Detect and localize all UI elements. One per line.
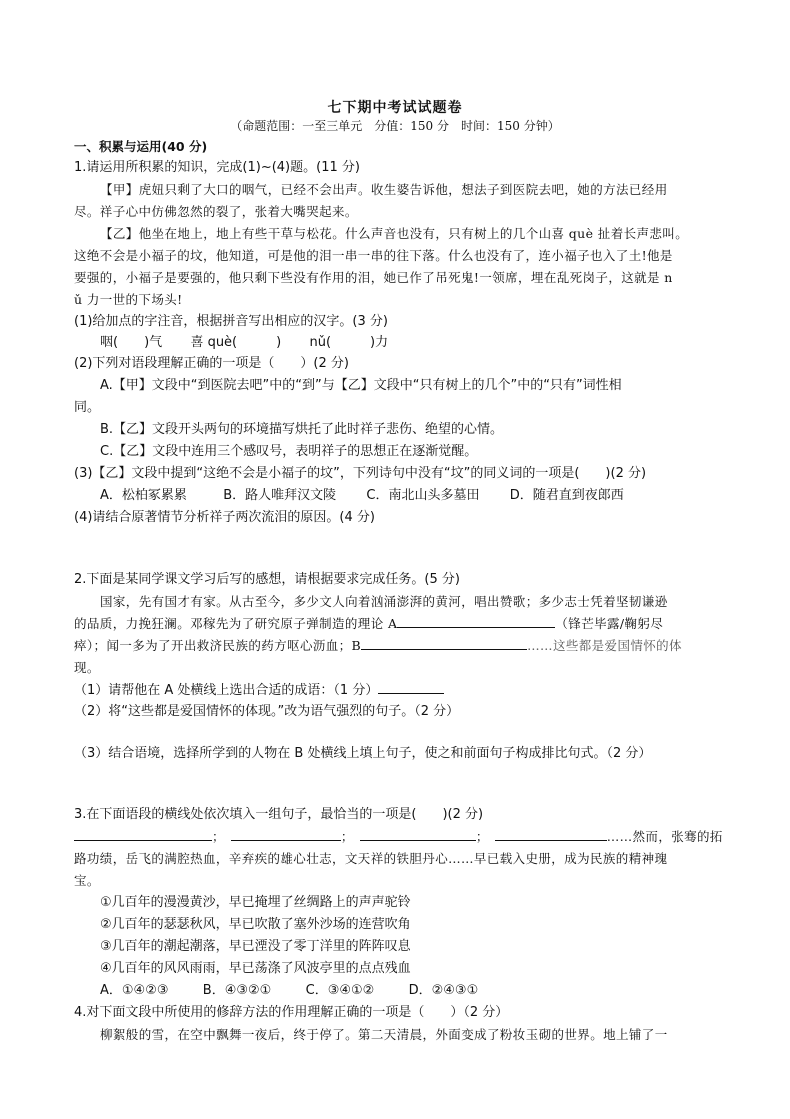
q1-sub2-option-c: C.【乙】文段中连用三个感叹号，表明祥子的思想正在逐渐觉醒。 [100,444,478,459]
q3-sentence: ①几百年的漫漫黄沙，早已掩埋了丝绸路上的声声驼铃 [100,895,411,910]
q3-sentence: ②几百年的瑟瑟秋风，早已吹散了塞外沙场的连营吹角 [100,917,411,932]
answer-blank[interactable] [231,828,341,841]
q1-passage-yi-line: 这绝不会是小福子的坟，他知道，可是他的泪一串一串的往下落。什么也没有了，连小福子也入了土!他是 [74,248,673,263]
q1-sub3-option-a: A．松柏冢累累 [100,488,187,503]
answer-blank[interactable] [495,828,607,841]
blank-a-line[interactable] [397,615,555,628]
q2-passage-line: 国家，先有国才有家。从古至今，多少文人向着汹涌澎湃的黄河，唱出赞歌；多少志士凭着坚韧谦逊 [100,594,668,609]
q1-sub2-option-a: A.【甲】文段中“到医院去吧”中的“到”与【乙】文段中“只有树上的几个”中的“只有”词性相 [100,378,622,393]
q3-stem: 3.在下面语段的横线处依次填入一组句子，最恰当的一项是( )(2 分) [74,807,484,822]
q4-passage-line: 柳絮般的雪，在空中飘舞一夜后，终于停了。第二天清晨，外面变成了粉妆玉砌的世界。地上铺了一 [100,1027,668,1042]
q2-passage-text: 的品质，力挽狂澜。邓稼先为了研究原子弹制造的理论 A [74,616,398,631]
q4-stem: 4.对下面文段中所使用的修辞方法的作用理解正确的一项是（ ）（2 分） [74,1005,509,1020]
q1-passage-yi-line: ǔ 力一世的下场头! [74,292,183,307]
q1-sub3-options [100,487,700,504]
q1-sub1-item-c: nǔ( )力 [309,335,389,350]
q1-sub4-stem: (4)请结合原著情节分析祥子两次流泪的原因。(4 分) [74,510,375,525]
q1-sub2-stem: (2)下列对语段理解正确的一项是（ ）(2 分) [74,356,349,371]
q3-option: B．④③②① [202,983,272,998]
q3-option: D．②④③① [408,983,479,998]
q1-sub3-stem: (3)【乙】文段中提到“这绝不会是小福子的坟”，下列诗句中没有“坟”的同义词的一项是( )(2 分) [74,466,647,481]
q1-sub3-option-c: C．南北山头多墓田 [366,488,480,503]
q1-sub1-item-a: 咽( )气 [100,335,163,350]
q1-passage-yi-line: 要强的，小福子是要强的，他只剩下些没有作用的泪，她已作了吊死鬼!一领席，埋在乱死岗子，这就是 n [74,270,673,285]
q2-passage-line: 现。 [74,660,100,675]
q1-sub1-stem: (1)给加点的字注音，根据拼音写出相应的汉字。(3 分) [74,314,388,329]
q2-sub1: （1）请帮他在 A 处横线上选出合适的成语：（1 分） [74,683,379,698]
q2-passage-line-b [74,637,724,654]
q2-passage-text: （锋芒毕露/鞠躬尽 [555,616,664,631]
q3-options [100,982,600,999]
q2-passage-text: 瘁）；闻一多为了开出救济民族的药方呕心沥血；B [74,638,362,653]
section-heading: 一、积累与运用(40 分) [74,139,208,154]
q2-stem: 2.下面是某同学课文学习后写的感想，请根据要求完成任务。(5 分) [74,572,460,587]
q2-sub1-line [74,681,724,699]
exam-title: 七下期中考试试题卷 [327,100,463,116]
q3-sentence: ③几百年的潮起潮落，早已湮没了零丁洋里的阵阵叹息 [100,939,411,954]
q1-sub3-option-d: D．随君直到夜郎西 [509,488,624,503]
blank-b-line[interactable] [361,637,527,650]
q2-sub2: （2）将“这些都是爱国情怀的体现。”改为语气强烈的句子。（2 分） [74,704,460,719]
q1-sub3-option-b: B．路人唯拜汉文陵 [223,488,337,503]
q1-sub1-item-b: 喜 què( ) [190,335,282,350]
q3-sentence: ④几百年的风风雨雨，早已荡涤了风波亭里的点点残血 [100,961,411,976]
q3-blanks-line: ； ； ； ……然而，张骞的拓 [74,828,724,845]
exam-subtitle: （命题范围：一至三单元 分值：150 分 时间：150 分钟） [230,119,560,133]
answer-blank[interactable] [360,828,476,841]
q3-option: A．①④②③ [100,983,169,998]
q1-passage-jia-line: 尽。祥子心中仿佛忽然的裂了，张着大嘴哭起来。 [74,204,358,219]
q2-passage-text: ……这些都是爱国情怀的体 [527,638,682,653]
q3-passage-line: 宝。 [74,873,100,888]
answer-blank[interactable] [74,828,212,841]
q3-passage-tail: ……然而，张骞的拓 [606,829,723,844]
q3-passage-line: 路功绩，岳飞的满腔热血，辛弃疾的雄心壮志，文天祥的铁胆丹心……早已载入史册，成为民族的精神瑰 [74,851,668,866]
q1-sub1-items [100,334,500,351]
q1-stem: 1.请运用所积累的知识，完成(1)~(4)题。(11 分) [74,160,360,175]
q1-passage-yi-line: 【乙】他坐在地上，地上有些干草与松花。什么声音也没有，只有树上的几个山喜 què 扯着长声悲叫。 [100,226,689,241]
q1-sub2-option-b: B.【乙】文段开头两句的环境描写烘托了此时祥子悲伤、绝望的心情。 [100,422,504,437]
q2-passage-line-a [74,615,724,632]
q2-sub3: （3）结合语境，选择所学到的人物在 B 处横线上填上句子，使之和前面句子构成排比句式。（2 分） [74,746,652,761]
q1-passage-jia-line: 【甲】虎妞只剩了大口的咽气，已经不会出声。收生婆告诉他，想法子到医院去吧，她的方法已经用 [100,182,668,197]
answer-blank[interactable] [378,681,444,694]
q3-option: C．③④①② [305,983,375,998]
q1-sub2-option-a-cont: 同。 [74,400,101,415]
